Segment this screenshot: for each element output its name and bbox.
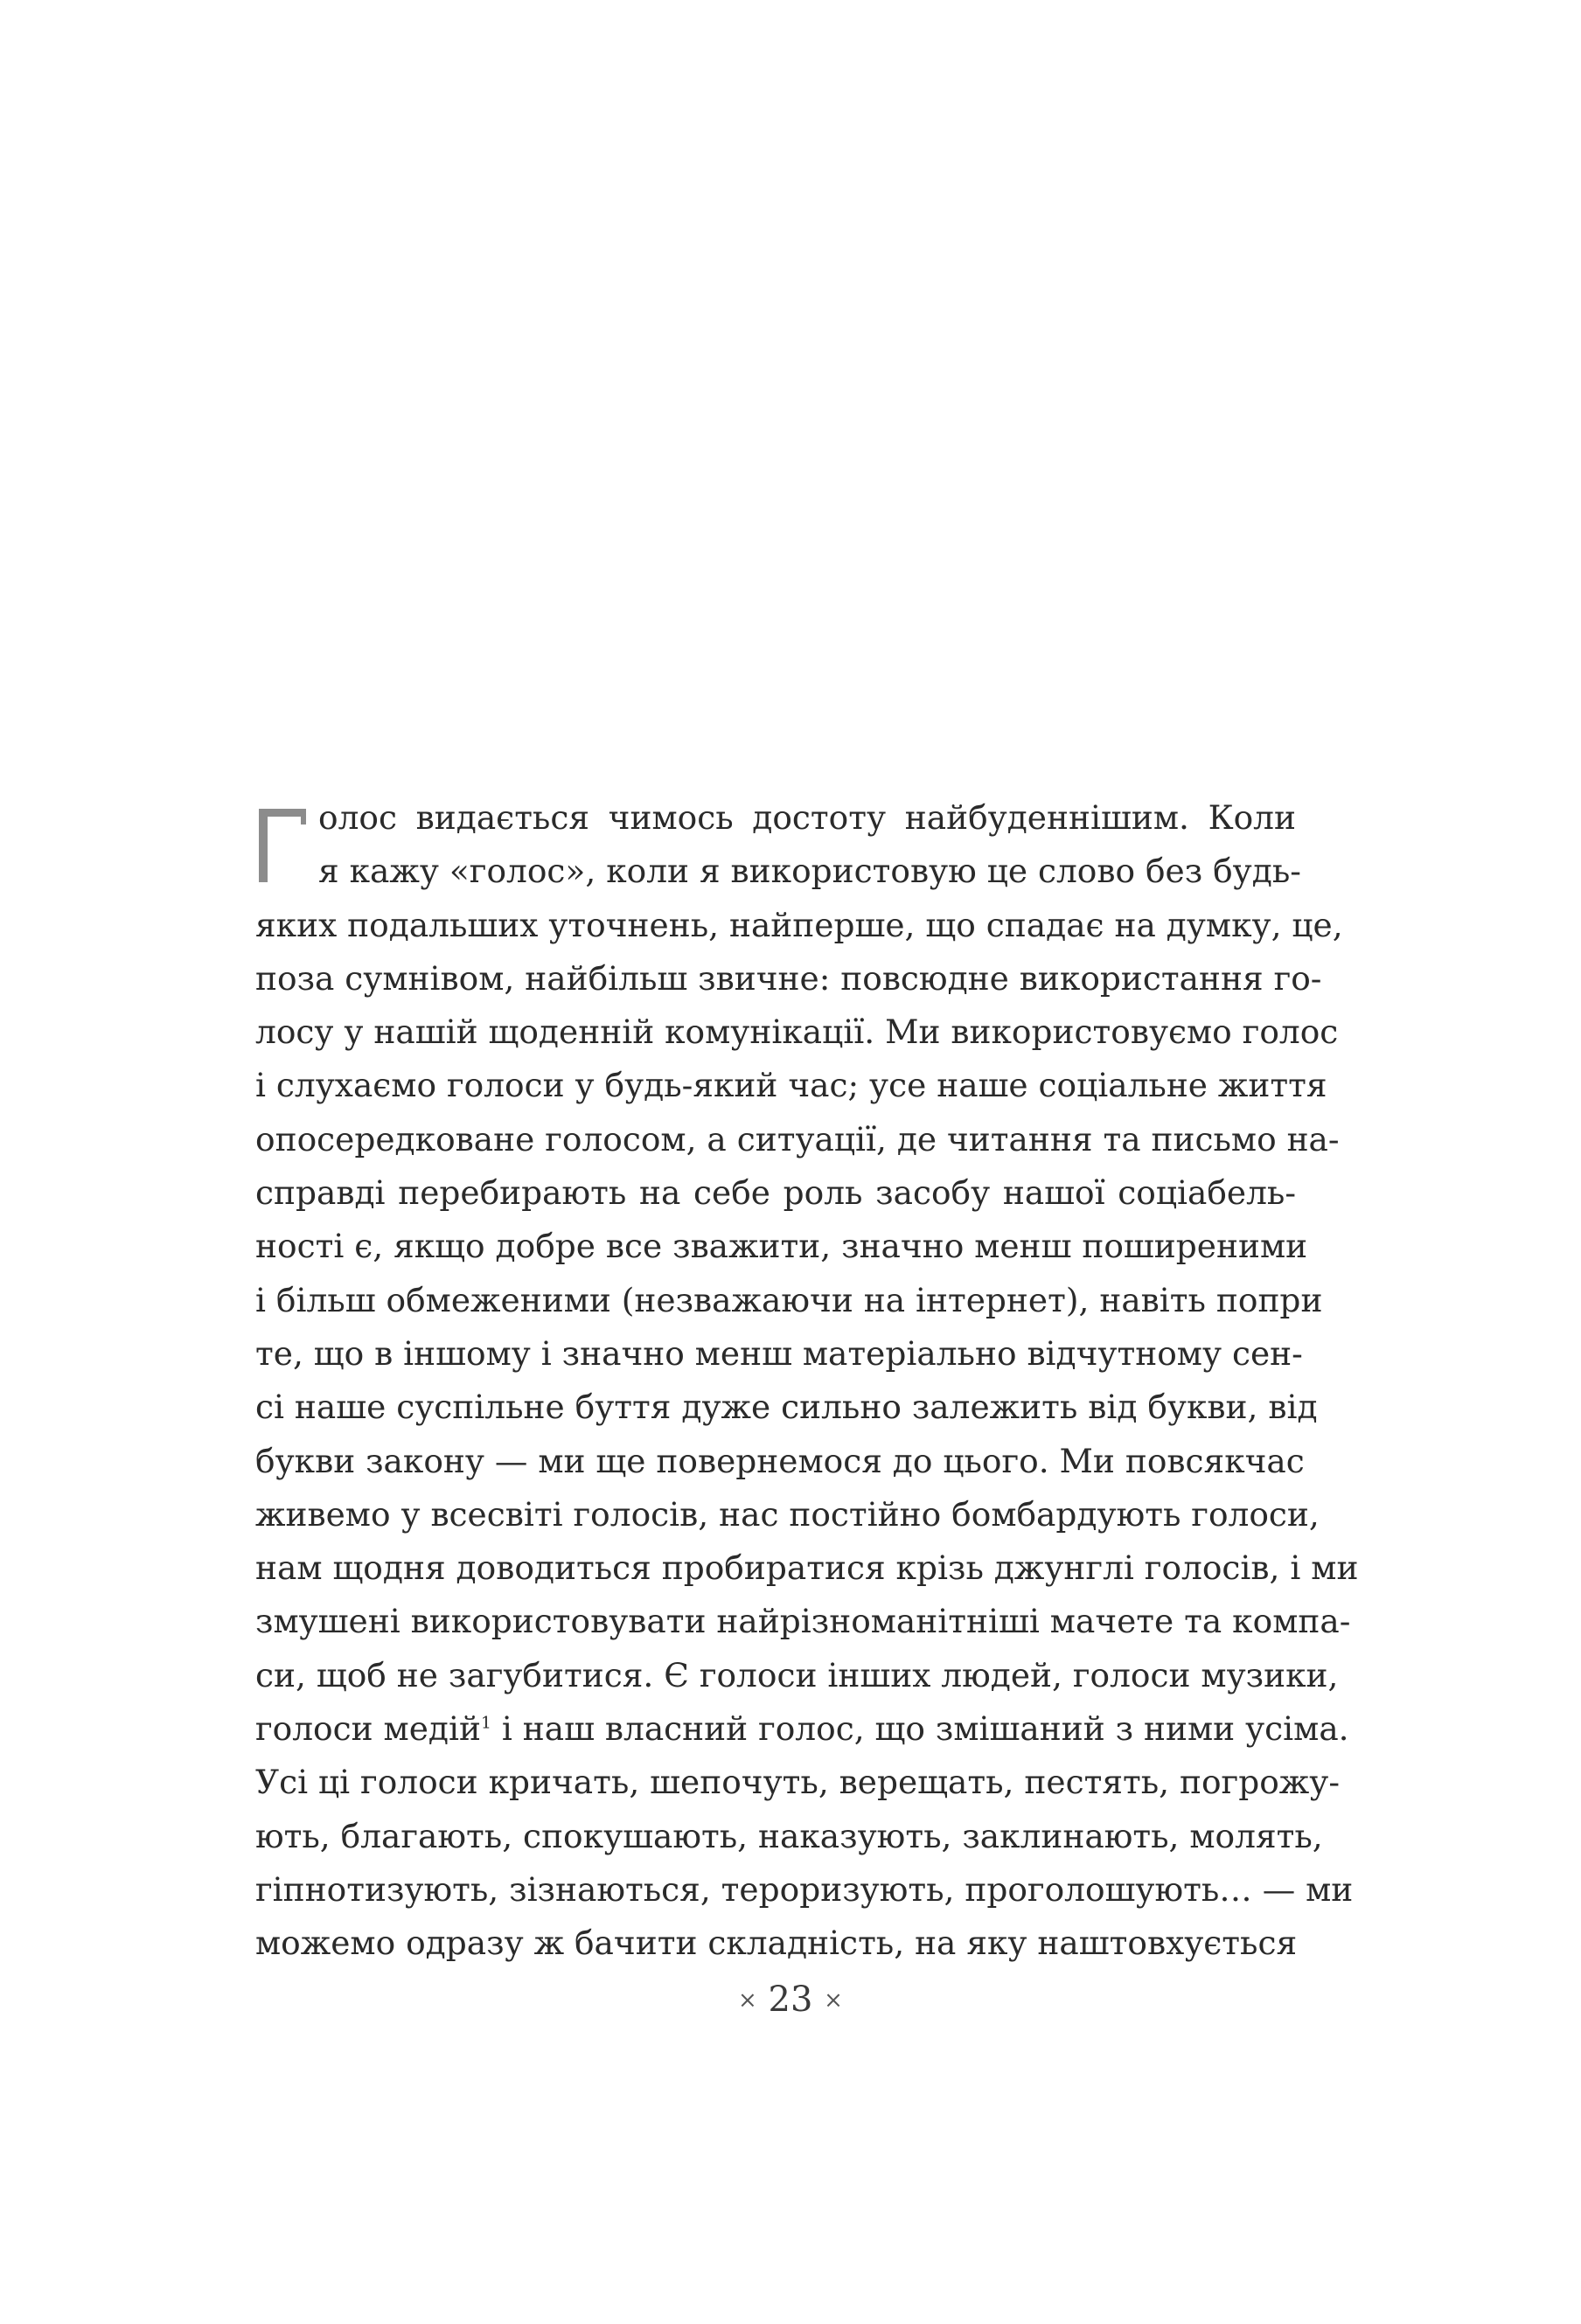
text-line: те, що в іншому і значно менш матеріально відчутному сен- [255, 1333, 1303, 1373]
body-paragraph [255, 791, 1359, 1971]
text-line: гіпнотизують, зізнаються, тероризують, проголошують… — ми [255, 1869, 1354, 1909]
text-line: можемо одразу ж бачити складність, на яку наштовхується [255, 1924, 1298, 1963]
text-line: змушені використовувати найрізноманітніші мачете та компа- [255, 1602, 1351, 1641]
text-line: нам щодня доводиться пробиратися крізь джунглі голосів, і ми [255, 1548, 1359, 1588]
text-line: ють, благають, спокушають, наказують, заклинають, молять, [255, 1816, 1323, 1855]
text-line: Усі ці голоси кричать, шепочуть, верещать, пестять, погрожу- [255, 1763, 1341, 1802]
text-line-with-footnote [255, 1702, 1349, 1756]
text-line: справді перебирають на себе роль засобу нашої соціабель- [255, 1173, 1296, 1213]
text-line: поза сумнівом, найбільш звичне: повсюдне використання го- [255, 958, 1322, 998]
text-fragment: голоси медій [255, 1709, 481, 1749]
text-line: і слухаємо голоси у будь-який час; усе наше соціальне життя [255, 1066, 1327, 1105]
text-line: олос видається чимось достоту найбуденнішим. Коли [318, 798, 1296, 837]
text-line: опосередковане голосом, а ситуації, де читання та письмо на- [255, 1119, 1340, 1159]
text-line: сі наше суспільне буття дуже сильно залежить від букви, від [255, 1388, 1318, 1427]
text-line: живемо у всесвіті голосів, нас постійно бомбардують голоси, [255, 1494, 1320, 1534]
text-line: яких подальших уточнень, найперше, що спадає на думку, це, [255, 905, 1343, 944]
drop-cap-letter [255, 809, 308, 882]
text-line: лосу у нашій щоденній комунікації. Ми використовуємо голос [255, 1012, 1339, 1052]
text-line: і більш обмеженими (незважаючи на інтернет), навіть попри [255, 1280, 1323, 1319]
page-number: 23 [768, 1980, 813, 2020]
text-fragment: і наш власний голос, що змішаний з ними усіма. [501, 1709, 1349, 1749]
ornament-left: × [738, 1987, 757, 2014]
ornament-right: × [824, 1987, 843, 2014]
text-line: букви закону — ми ще повернемося до цього. Ми повсякчас [255, 1441, 1305, 1480]
page-number-footer [0, 1980, 1581, 2020]
text-line: си, щоб не загубитися. Є голоси інших людей, голоси музики, [255, 1655, 1339, 1694]
text-line: ності є, якщо добре все зважити, значно менш поширеними [255, 1227, 1308, 1266]
text-line: я кажу «голос», коли я використовую це слово без будь- [318, 852, 1301, 891]
footnote-reference[interactable]: 1 [480, 1714, 491, 1733]
